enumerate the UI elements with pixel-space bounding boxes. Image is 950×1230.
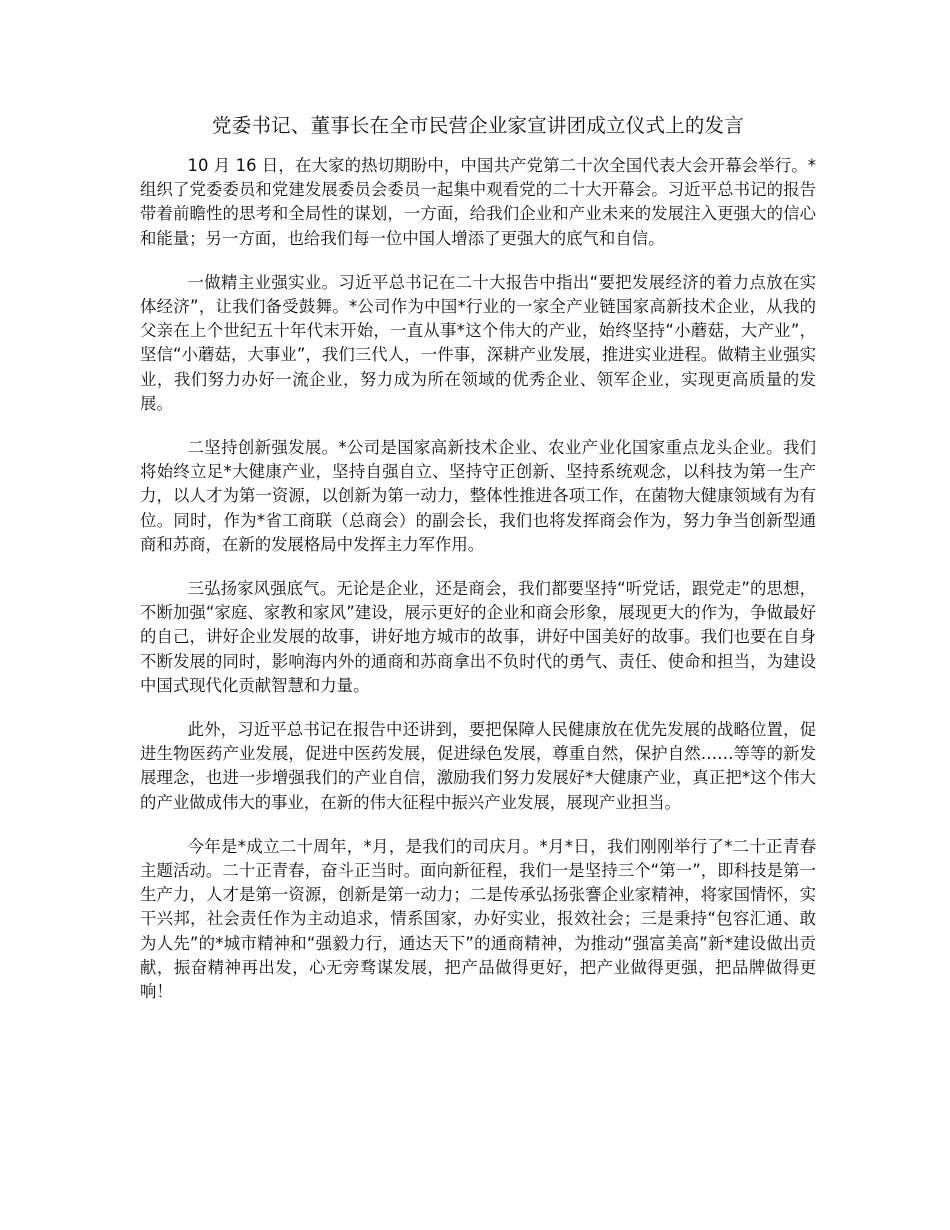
document-title: 党委书记、董事长在全市民营企业家宣讲团成立仪式上的发言	[212, 114, 744, 137]
paragraph-point-one: 一做精主业强实业。习近平总书记在二十大报告中指出“要把发展经济的着力点放在实体经济”，让我们备受鼓舞。*公司作为中国*行业的一家全产业链国家高新技术企业，从我的父亲在上个世纪五十年代末开始，一直从事*这个伟大的产业，始终坚持“小蘑菇，大产业”，坚信“小蘑菇，大事业”，我们三代人，一件事，深耕产业发展，推进实业进程。做精主业强实业，我们努力办好一流企业，努力成为所在领域的优秀企业、领军企业，实现更高质量的发展。	[140, 272, 816, 413]
paragraph-point-three: 三弘扬家风强底气。无论是企业，还是商会，我们都要坚持“听党话，跟党走”的思想，不断加强“家庭、家教和家风”建设，展示更好的企业和商会形象，展现更大的作为，争做最好的自己，讲好企业发展的故事，讲好地方城市的故事，讲好中国美好的故事。我们也要在自身不断发展的同时，影响海内外的通商和苏商拿出不负时代的勇气、责任、使命和担当，为建设中国式现代化贡献智慧和力量。	[140, 579, 816, 695]
paragraph-intro: 10 月 16 日，在大家的热切期盼中，中国共产党第二十次全国代表大会开幕会举行。*组织了党委委员和党建发展委员会委员一起集中观看党的二十大开幕会。习近平总书记的报告带着前瞻性的思考和全局性的谋划，一方面，给我们企业和产业未来的发展注入更强大的信心和能量；另一方面，也给我们每一位中国人增添了更强大的底气和自信。	[140, 156, 816, 248]
document-page	[140, 112, 816, 1024]
paragraph-point-two: 二坚持创新强发展。*公司是国家高新技术企业、农业产业化国家重点龙头企业。我们将始终立足*大健康产业，坚持自强自立、坚持守正创新、坚持系统观念，以科技为第一生产力，以人才为第一资源，以创新为第一动力，整体性推进各项工作，在菌物大健康领域有为有位。同时，作为*省工商联（总商会）的副会长，我们也将发挥商会作为，努力争当创新型通商和苏商，在新的发展格局中发挥主力军作用。	[140, 438, 816, 554]
paragraph-closing: 今年是*成立二十周年，*月，是我们的司庆月。*月*日，我们刚刚举行了*二十正青春主题活动。二十正青春，奋斗正当时。面向新征程，我们一是坚持三个“第一”，即科技是第一生产力，人才是第一资源，创新是第一动力；二是传承弘扬张謇企业家精神，将家国情怀，实干兴邦，社会责任作为主动追求，情系国家，办好实业，报效社会；三是秉持“包容汇通、敢为人先”的*城市精神和“强毅力行，通达天下”的通商精神，为推动“强富美高”新*建设做出贡献，振奋精神再出发，心无旁骛谋发展，把产品做得更好，把产业做得更强，把品牌做得更响！	[140, 836, 816, 1002]
paragraph-additional: 此外，习近平总书记在报告中还讲到，要把保障人民健康放在优先发展的战略位置，促进生物医药产业发展，促进中医药发展，促进绿色发展，尊重自然，保护自然……等等的新发展理念，也进一步增强我们的产业自信，激励我们努力发展好*大健康产业，真正把*这个伟大的产业做成伟大的事业，在新的伟大征程中振兴产业发展，展现产业担当。	[140, 720, 816, 812]
